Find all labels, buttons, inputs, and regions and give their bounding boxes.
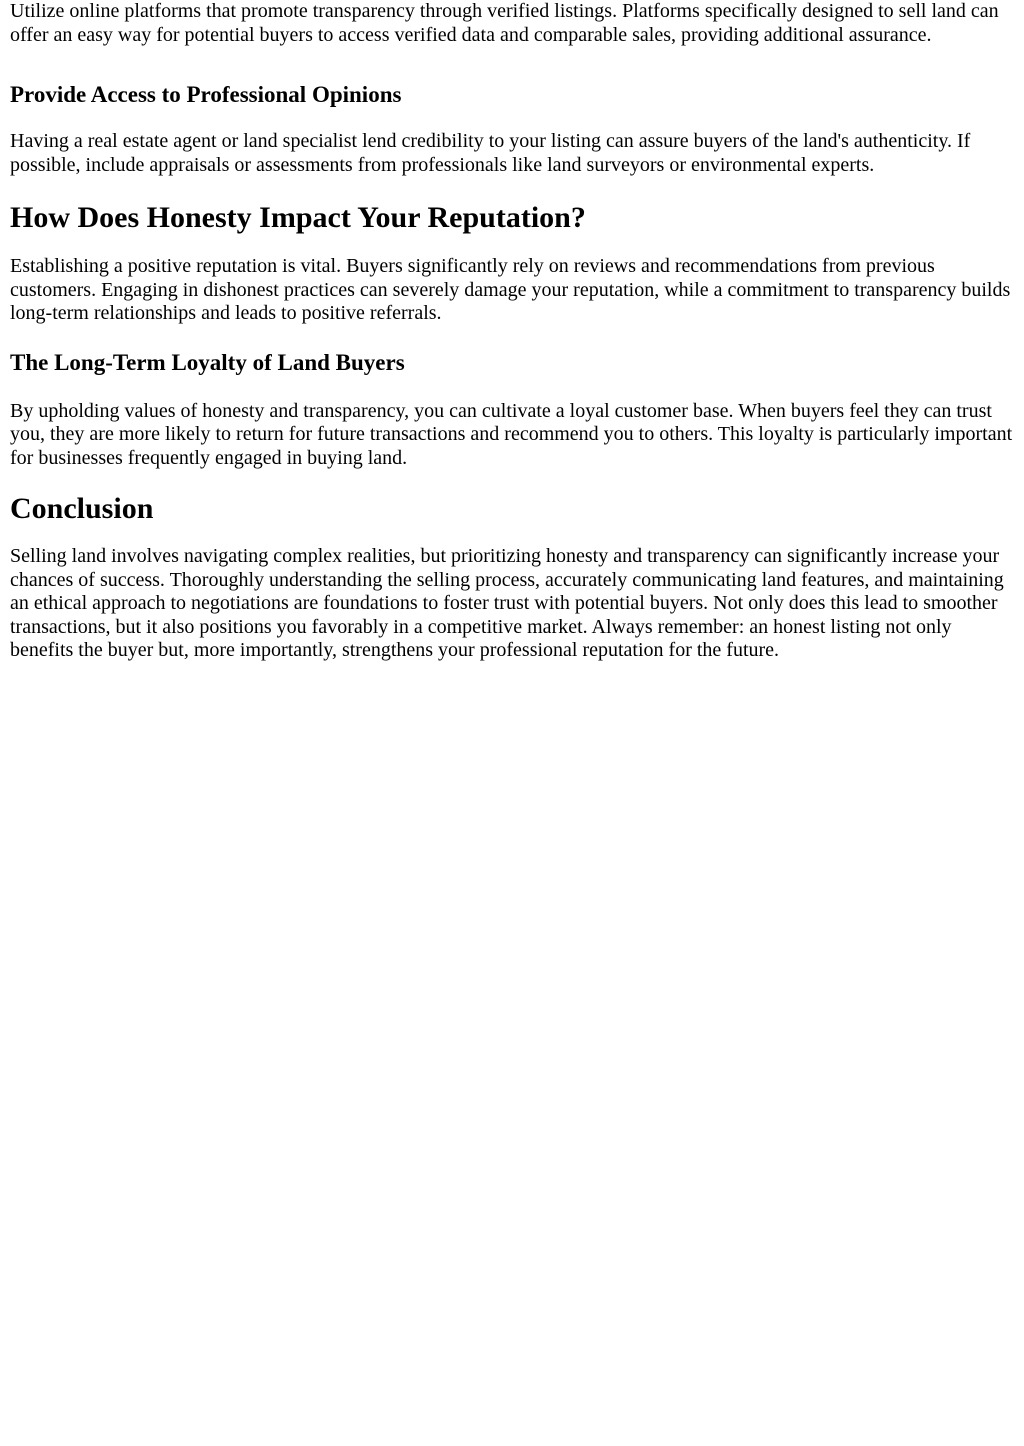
loyalty-paragraph: By upholding values of honesty and transparency, you can cultivate a loyal customer base. When buyers feel they can trust you, they are more likely to return for future transactions and recommend you to others. This loyalty is particularly important for businesses frequently engaged in buying land. — [10, 399, 1013, 469]
intro-paragraph: Utilize online platforms that promote transparency through verified listings. Platforms specifically designed to sell land can offer an easy way for potential buyers to access verified data and comparable sales, providing additional assurance. — [10, 0, 999, 46]
conclusion-paragraph: Selling land involves navigating complex realities, but prioritizing honesty and transparency can significantly increase your chances of success. Thoroughly understanding the selling process, accurately communicating land features, and maintaining an ethical approach to negotiations are foundations to foster trust with potential buyers. Not only does this lead to smoother transactions, but it also positions you favorably in a competitive market. Always remember: an honest listing not only benefits the buyer but, more importantly, strengthens your professional reputation for the future. — [10, 545, 1004, 661]
conclusion-heading: Conclusion — [10, 492, 154, 525]
reputation-heading: How Does Honesty Impact Your Reputation? — [10, 201, 586, 234]
article-body — [0, 0, 1024, 663]
professional-opinions-paragraph: Having a real estate agent or land specialist lend credibility to your listing can assure buyers of the land's authenticity. If possible, include appraisals or assessments from professionals like land surveyors or environmental experts. — [10, 130, 971, 176]
loyalty-heading: The Long-Term Loyalty of Land Buyers — [10, 349, 405, 375]
professional-opinions-heading: Provide Access to Professional Opinions — [10, 82, 402, 107]
reputation-paragraph: Establishing a positive reputation is vital. Buyers significantly rely on reviews and recommendations from previous customers. Engaging in dishonest practices can severely damage your reputation, while a commitment to transparency builds long-term relationships and leads to positive referrals. — [10, 255, 1011, 324]
